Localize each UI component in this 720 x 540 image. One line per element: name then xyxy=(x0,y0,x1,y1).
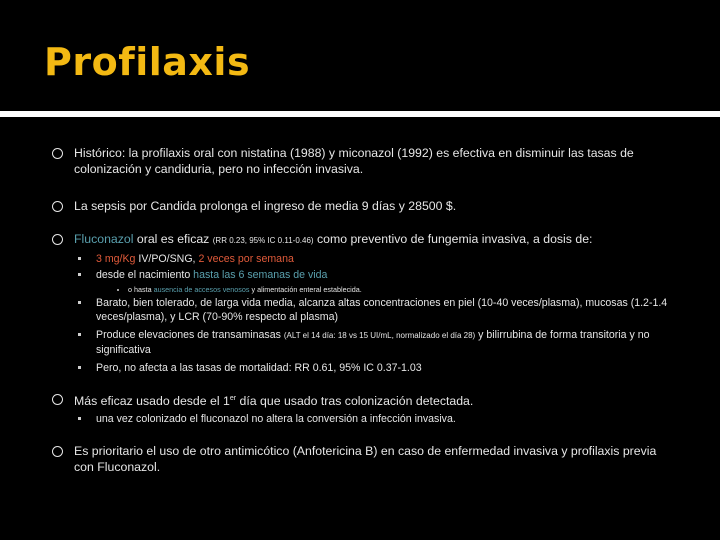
venous-pre: o hasta xyxy=(128,285,154,294)
sub-bullet-barato xyxy=(96,296,670,324)
colonizado-text: una vez colonizado el fluconazol no altera la conversión a infección invasiva. xyxy=(96,413,456,425)
prioritario-text: Es prioritario el uso de otro antimicótico (Anfotericina B) en caso de enfermedad invasiva y profilaxis previa con Fluconazol. xyxy=(74,444,657,474)
mas-eficaz-end: día que usado tras colonización detectada. xyxy=(236,394,474,409)
title-divider-band xyxy=(0,111,720,117)
square-bullet-icon xyxy=(78,301,81,304)
bullet-sepsis-text: La sepsis por Candida prolonga el ingreso de media 9 días y 28500 $. xyxy=(74,199,457,213)
bullet-mas-eficaz xyxy=(74,391,676,409)
venous-end: y alimentación enteral establecida. xyxy=(249,285,362,294)
mas-eficaz-pre: Más eficaz usado desde el 1 xyxy=(74,394,230,409)
circle-bullet-icon xyxy=(52,231,63,249)
square-bullet-icon xyxy=(78,257,81,260)
mortalidad-text: Pero, no afecta a las tasas de mortalidad: RR 0.61, 95% IC 0.37-1.03 xyxy=(96,362,422,374)
fluconazol-end-text: como preventivo de fungemia invasiva, a dosis de: xyxy=(313,232,593,246)
duration-pre: desde el nacimiento xyxy=(96,269,194,281)
dose-route: IV/PO/SNG, xyxy=(135,253,199,265)
square-bullet-icon xyxy=(78,417,81,420)
bullet-historico-text: Histórico: la profilaxis oral con nistatina (1988) y miconazol (1992) es efectiva en disminuir las tasas de colonización y candiduria, pero no infección invasiva. xyxy=(74,146,634,176)
mas-eficaz-sup: er xyxy=(229,395,237,402)
sub-bullet-dose xyxy=(96,252,670,266)
bullet-prioritario xyxy=(74,443,676,475)
sub-bullet-mortalidad xyxy=(96,361,670,375)
circle-bullet-icon xyxy=(52,145,63,163)
sub-bullet-transaminasas xyxy=(96,328,670,357)
fluconazol-term: Fluconazol xyxy=(74,232,134,246)
dose-frequency: 2 veces por semana xyxy=(198,253,294,265)
square-bullet-icon xyxy=(78,333,81,336)
venous-accent: ausencia de accesos venosos xyxy=(153,285,250,294)
sub-bullet-colonizado xyxy=(96,412,670,426)
barato-text: Barato, bien tolerado, de larga vida media, alcanza altas concentraciones en piel (10-40 veces/plasma), mucosas (1.2-1.4 veces/plasma), y LCR (70-90% respecto al plasma) xyxy=(96,297,668,323)
sub-bullet-duration xyxy=(96,268,670,282)
transaminasas-end: y bilirrubina de forma transitoria y no significativa xyxy=(96,329,650,356)
circle-bullet-icon xyxy=(52,391,63,409)
transaminasas-note: (ALT el 14 día: 18 vs 15 UI/mL, normalizado el día 28) xyxy=(283,331,476,340)
fluconazol-mid-text: oral es eficaz xyxy=(133,232,213,246)
sub-sub-bullet-venous xyxy=(128,285,670,295)
transaminasas-pre: Produce elevaciones de transaminasas xyxy=(96,329,284,341)
bullet-historico xyxy=(74,145,676,177)
dot-bullet-icon xyxy=(117,289,119,291)
square-bullet-icon xyxy=(78,366,81,369)
circle-bullet-icon xyxy=(52,198,63,216)
circle-bullet-icon xyxy=(52,443,63,461)
bullet-sepsis xyxy=(74,198,676,214)
duration-limit: hasta las 6 semanas de vida xyxy=(193,269,328,281)
slide-title: Profilaxis xyxy=(44,40,251,84)
dose-value: 3 mg/Kg xyxy=(96,253,136,265)
fluconazol-stat-note: (RR 0.23, 95% IC 0.11-0.46) xyxy=(212,236,314,245)
square-bullet-icon xyxy=(78,273,81,276)
bullet-fluconazol xyxy=(74,231,676,249)
